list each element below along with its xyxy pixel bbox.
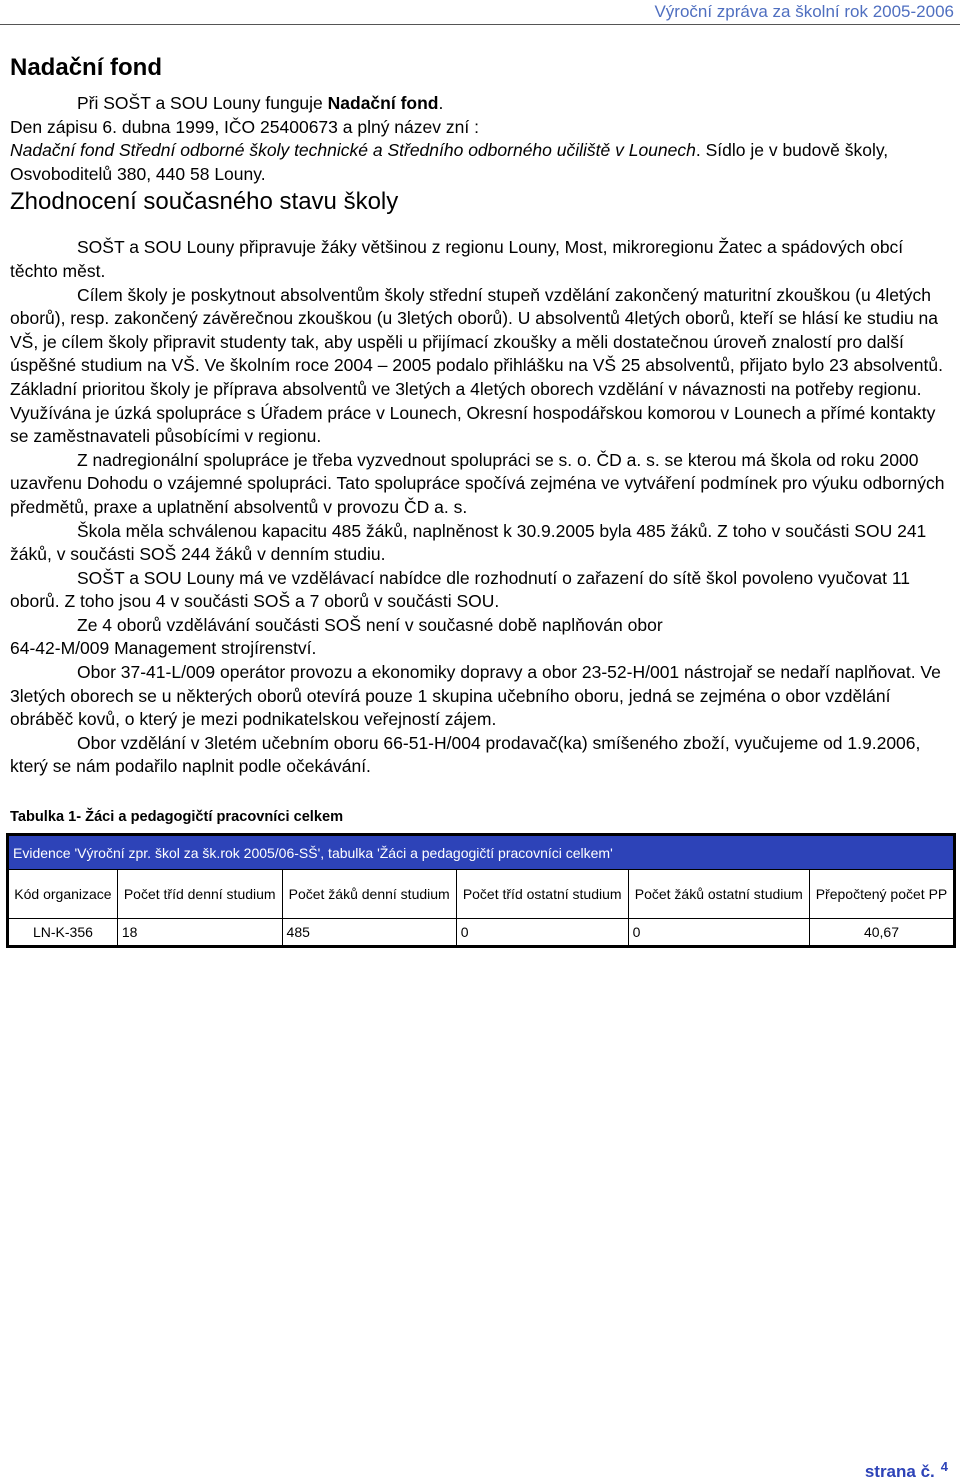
table-caption: Evidence 'Výroční zpr. škol za šk.rok 2005/06-SŠ', tabulka 'Žáci a pedagogičtí pracovníci celkem' xyxy=(8,835,955,870)
fond-intro xyxy=(10,92,950,116)
fond-intro-bold: Nadační fond xyxy=(327,93,439,113)
table-header-cell: Přepočtený počet PP xyxy=(809,870,954,919)
footer-label: strana č. xyxy=(864,1462,935,1481)
paragraph-region: SOŠT a SOU Louny připravuje žáky většinou z regionu Louny, Most, mikroregionu Žatec a spádových obcí těchto měst. xyxy=(10,237,904,281)
table-title: Tabulka 1- Žáci a pedagogičtí pracovníci celkem xyxy=(10,809,344,826)
fond-seat: . Sídlo je v budově školy, Osvoboditelů 380, 440 58 Louny. xyxy=(10,140,889,184)
fond-intro-prefix: Při SOŠT a SOU Louny funguje xyxy=(77,93,328,113)
table-header-row xyxy=(8,870,955,919)
page-footer xyxy=(865,1459,948,1482)
table-caption-row xyxy=(8,835,955,870)
table-row xyxy=(8,919,955,947)
evaluation-block xyxy=(10,236,950,779)
fond-registration: Den zápisu 6. dubna 1999, IČO 25400673 a plný název zní : xyxy=(10,116,479,137)
table-header-cell: Počet tříd denní studium xyxy=(117,870,282,919)
paragraph-offer: SOŠT a SOU Louny má ve vzdělávací nabídce dle rozhodnutí o zařazení do sítě škol povoleno vyučovat 11 oborů. Z toho jsou 4 v součásti SOŠ a 7 oborů v součásti SOU. xyxy=(10,567,911,612)
paragraph-management: 64-42-M/009 Management strojírenství. xyxy=(10,638,317,659)
fond-name-italic: Nadační fond Střední odborné školy technické a Středního odborného učiliště v Lounech xyxy=(10,140,696,161)
table-cell-students-day: 485 xyxy=(282,919,456,947)
table-cell-staff: 40,67 xyxy=(809,919,954,947)
table-header-cell: Počet tříd ostatní studium xyxy=(456,870,628,919)
table-cell-org-code: LN-K-356 xyxy=(8,919,118,947)
paragraph-operator: Obor 37-41-L/009 operátor provozu a ekonomiky dopravy a obor 23-52-H/001 nástrojař se nedaří naplňovat. Ve 3letých oborech se u některých oborů otevírá pouze 1 skupina učebního oboru, jedná se zejména o obor vzdělání obráběč kovů, o který je mezi podnikatelskou veřejností zájem. xyxy=(10,662,941,730)
table-header-cell: Kód organizace xyxy=(8,870,118,919)
paragraph-prodavac: Obor vzdělání v 3letém učebním oboru 66-51-H/004 prodavač(ka) smíšeného zboží, vyučujeme od 1.9.2006, který se nám podařilo naplnit podle očekávání. xyxy=(10,732,921,777)
fond-block xyxy=(10,92,950,186)
table-header-cell: Počet žáků denní studium xyxy=(282,870,456,919)
paragraph-goal: Cílem školy je poskytnout absolventům školy střední stupeň vzdělání zakončený maturitní zkouškou (u 4letých oborů), resp. zakončený závěrečnou zkouškou (u 3letých oborů). U absolventů 4letých oborů, kteří se hlásí ke studiu na VŠ, je cílem školy připravit studenty tak, aby uspěli u přijímací zkoušky a měli dostatečnou úroveň znalostí pro další úspěšné studium na VŠ. Ve školním roce 2004 – 2005 podalo přihlášku na VŠ 25 absolventů, přijato bylo 23 absolventů. Základní prioritou školy je příprava absolventů ve 3letých a 4letých oborech vzdělání v návaznosti na potřeby regionu. Využívána je úzká spolupráce s Úřadem práce v Lounech, Okresní hospodářskou komorou v Lounech a přímé kontakty se zaměstnavateli působícími v regionu. xyxy=(10,284,943,447)
fond-intro-suffix: . xyxy=(438,93,444,113)
paragraph-sos-fields: Ze 4 oborů vzdělávání součásti SOŠ není v současné době naplňován obor xyxy=(77,614,663,635)
table-cell-classes-other: 0 xyxy=(456,919,628,947)
paragraph-capacity: Škola měla schválenou kapacitu 485 žáků, naplněnost k 30.9.2005 byla 485 žáků. Z toho v součásti SOU 241 žáků, v součásti SOŠ 244 žáků v denním studiu. xyxy=(10,520,927,565)
header-rule xyxy=(0,24,960,25)
page-content xyxy=(10,52,950,948)
paragraph-cooperation: Z nadregionální spolupráce je třeba vyzvednout spolupráci se s. o. ČD a. s. se kterou má škola od roku 2000 uzavřenu Dohodu o vzájemné spolupráci. Tato spolupráce spočívá zejména ve vytváření podmínek pro výuku odborných předmětů, praxe a uplatnění absolventů v provozu ČD a. s. xyxy=(10,449,945,517)
fond-fullname xyxy=(10,139,950,186)
section-heading-nadacni-fond: Nadační fond xyxy=(10,54,163,81)
table-header-cell: Počet žáků ostatní studium xyxy=(628,870,809,919)
table-cell-students-other: 0 xyxy=(628,919,809,947)
table-cell-classes-day: 18 xyxy=(117,919,282,947)
section-heading-zhodnoceni: Zhodnocení současného stavu školy xyxy=(10,188,399,216)
page-number: 4 xyxy=(940,1459,948,1474)
students-staff-table xyxy=(6,833,956,948)
running-header: Výroční zpráva za školní rok 2005-2006 xyxy=(654,2,954,21)
